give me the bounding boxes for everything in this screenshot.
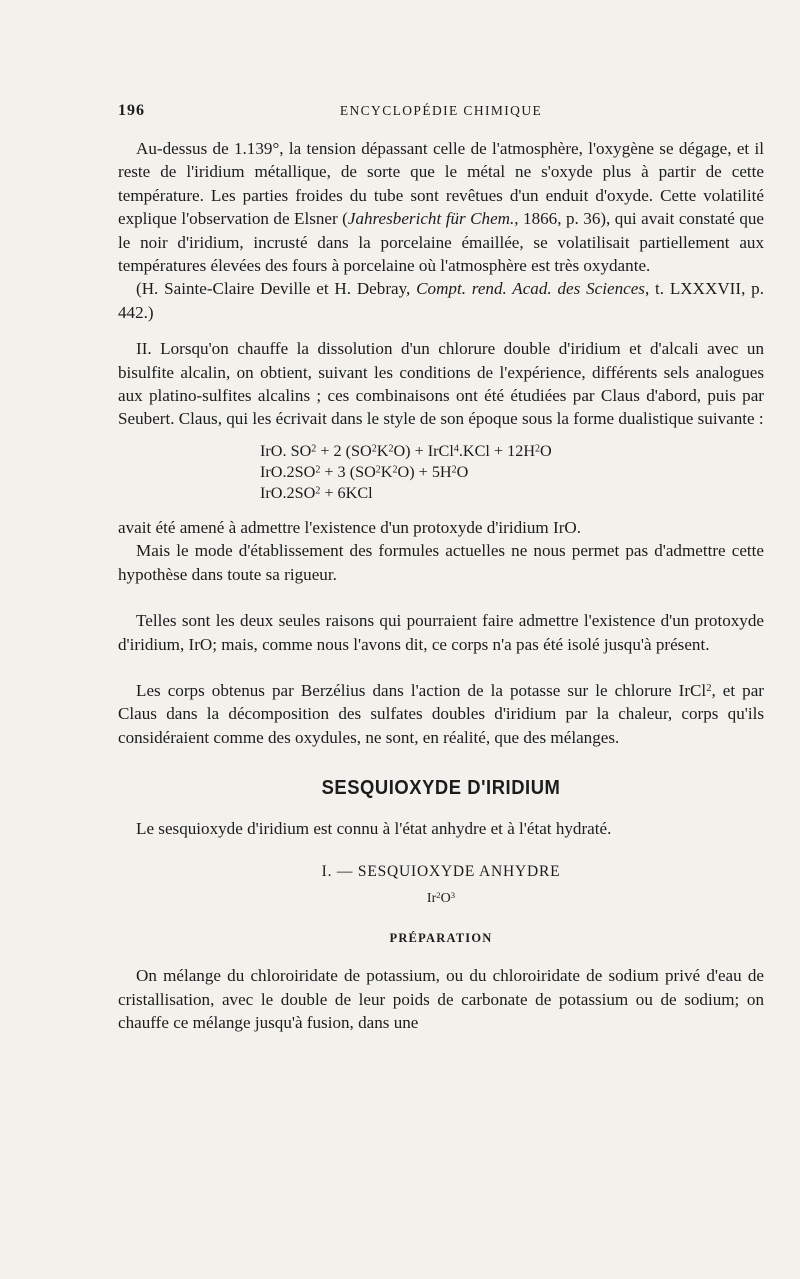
paragraph-text: , et par Claus dans la décomposition des sulfates doubles d'iridium par la chaleur, corps qu'ils considéraient comme des oxydules, ne sont, en réalité, que des mélanges. <box>118 680 764 747</box>
citation-journal: Jahresbericht für Chem. <box>347 209 515 229</box>
paragraph-two-reasons: Telles sont les deux seules raisons qui pourraient faire admettre l'existence d'un protoxyde d'iridium, IrO; mais, comme nous l'avons dit, ce corps n'a pas été isolé jusqu'à présent. <box>118 611 764 654</box>
reference-journal: Compt. rend. Acad. des Sciences <box>416 279 645 299</box>
paragraph-formulas-critique: Mais le mode d'établissement des formules actuelles ne nous permet pas d'admettre cette hypothèse dans toute sa rigueur. <box>118 541 764 584</box>
formula-line: $IrO.2SO^2 + 6KCl$ <box>260 483 373 502</box>
subsection-heading: I. — SESQUIOXYDE ANHYDRE <box>321 862 561 880</box>
formula-line: $IrO.2SO^2 + 3$ $(SO^2K^2O) + 5H^2O$ <box>260 462 469 481</box>
paragraph-bisulfite: II. Lorsqu'on chauffe la dissolution d'un chlorure double d'iridium et d'alcali avec un bisulfite alcalin, on obtient, suivant les conditions de l'expérience, différents sels analogues aux platino-sulfites alcalins ; ces combinaisons ont été étudiées par Claus d'abord, puis par Seubert. Claus, qui les écrivait dans le style de son époque sous la forme dualistique suivante : <box>118 339 764 429</box>
paragraph-text: , 1866, p. 36), qui avait constaté que le noir d'iridium, incrusté dans la porcelaine émaillée, se volatilisait partiellement aux températures élevées des fours à porcelaine où l'atmosphère est très oxydante. <box>118 209 764 276</box>
paragraph-berzelius: Les corps obtenus par Berzélius dans l'action de la potasse sur le chlorure IrCl$^2$, et par Claus dans la décomposition des sulfates doubles d'iridium par la chaleur, corps qu'ils considéraient comme des oxydules, ne sont, en réalité, que des mélanges. <box>118 680 764 747</box>
paragraph-text: Au-dessus de 1.139°, la tension dépassant celle de l'atmosphère, l'oxygène se dégage, et il reste de l'iridium métallique, de sorte que le métal ne s'oxyde plus à partir de cette température. Les parties froides du tube sont revêtues d'un enduit d'oxyde. Cette volatilité explique l'observation de Elsner ( <box>118 139 764 229</box>
page-number: 196 <box>118 102 145 119</box>
reference-text: , t. LXXXVII, p. 442.) <box>118 279 764 322</box>
compound-formula: $Ir^2O^3$ <box>426 890 456 907</box>
paragraph-text: Les corps obtenus par Berzélius dans l'action de la potasse sur le chlorure IrCl <box>136 680 707 700</box>
formula-line: IrO. $SO^2 + 2$ $(SO^2K^2O)$ + IrCl$^4$.KCl + $12H^2O$ <box>260 441 552 460</box>
reference-citation <box>118 277 764 324</box>
section-heading: SESQUIOXYDE D'IRIDIUM <box>321 777 561 800</box>
section-intro: Le sesquioxyde d'iridium est connu à l'état anhydre et à l'état hydraté. <box>136 818 612 838</box>
body-text <box>118 137 764 1034</box>
paragraph-protoxide-line: avait été amené à admettre l'existence d'un protoxyde d'iridium IrO. <box>118 517 582 537</box>
formula-block <box>260 441 764 504</box>
reference-text: (H. Sainte-Claire Deville et H. Debray, <box>136 279 417 299</box>
paragraph-volatility <box>118 137 764 277</box>
running-title: ENCYCLOPÉDIE CHIMIQUE <box>339 103 543 118</box>
paragraph-preparation: On mélange du chloroiridate de potassium, ou du chloroiridate de sodium privé d'eau de cristallisation, avec le double de leur poids de carbonate de potassium ou de sodium; on chauffe ce mélange jusqu'à fusion, dans une <box>118 966 764 1032</box>
preparation-heading: PRÉPARATION <box>389 930 493 945</box>
running-head <box>118 102 764 120</box>
